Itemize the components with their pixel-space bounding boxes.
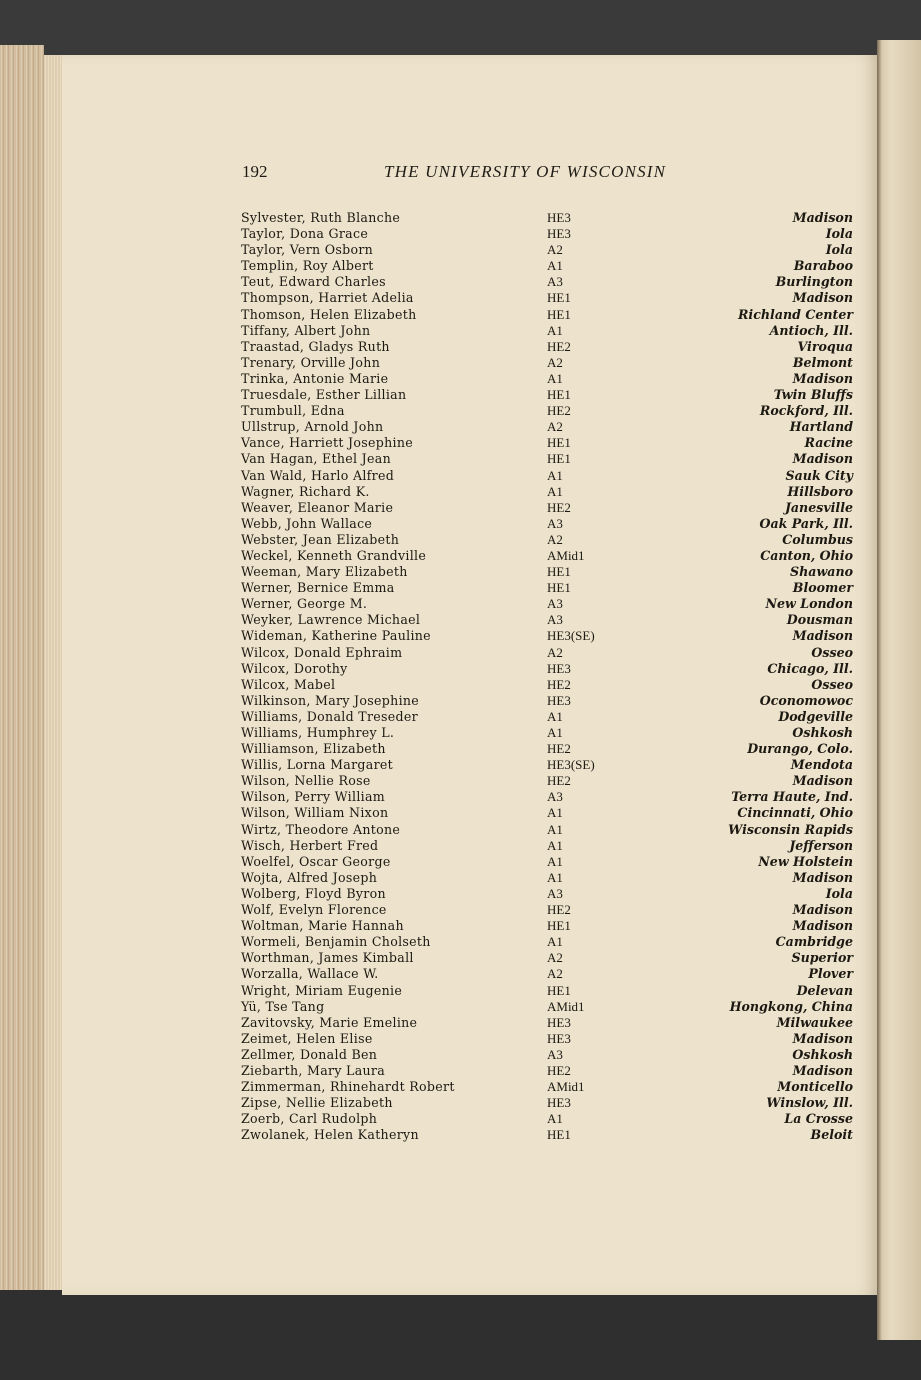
entry-class: HE3 [547, 226, 571, 242]
entry-name: Sylvester, Ruth Blanche [241, 210, 401, 225]
list-item [241, 387, 855, 403]
entry-name: Taylor, Dona Grace [241, 226, 369, 242]
entry-town: Oshkosh [792, 1046, 853, 1062]
list-item [241, 355, 855, 371]
list-item [241, 805, 855, 821]
entry-class: HE3 [547, 692, 571, 708]
list-item [241, 741, 855, 757]
entry-town: Madison [792, 1030, 853, 1046]
entry-class: HE1 [547, 564, 571, 580]
entry-name: Willis, Lorna Margaret [241, 757, 394, 773]
entry-town: La Crosse [784, 1111, 853, 1127]
entry-name: Trenary, Orville John [241, 354, 381, 370]
list-item [241, 1079, 855, 1095]
entry-town: Superior [791, 950, 853, 966]
entry-class: HE3 [547, 210, 571, 225]
entry-class: HE2 [547, 741, 571, 757]
entry-class: A3 [547, 789, 563, 805]
entry-name: Zimmerman, Rhinehardt Robert [241, 1079, 455, 1095]
entry-town: Cambridge [775, 934, 853, 950]
entry-name: Vance, Harriett Josephine [241, 435, 414, 451]
list-item [241, 612, 855, 628]
list-item [241, 950, 855, 966]
list-item [241, 773, 855, 789]
entry-town: Hartland [789, 419, 853, 435]
entry-town: Madison [792, 918, 853, 934]
entry-name: Wagner, Richard K. [241, 483, 370, 499]
entry-town: Columbus [782, 531, 853, 547]
list-item [241, 532, 855, 548]
entry-name: Teut, Edward Charles [241, 274, 386, 290]
entry-town: Beloit [810, 1127, 853, 1143]
entry-name: Webster, Jean Elizabeth [241, 531, 400, 547]
entry-name: Worthman, James Kimball [241, 950, 414, 966]
entry-name: Wilcox, Donald Ephraim [241, 644, 403, 660]
entry-class: HE2 [547, 403, 571, 419]
list-item [241, 870, 855, 886]
entry-class: HE1 [547, 435, 571, 451]
entry-class: HE1 [547, 982, 571, 998]
list-item [241, 274, 855, 290]
entry-name: Werner, Bernice Emma [241, 580, 395, 596]
list-item [241, 210, 855, 226]
entry-class: HE3(SE) [547, 628, 595, 644]
entry-class: AMid1 [547, 1079, 585, 1095]
entry-town: Osseo [811, 676, 853, 692]
entry-class: HE1 [547, 306, 571, 322]
entry-town: New London [765, 596, 853, 612]
entry-town: Madison [792, 370, 853, 386]
entry-name: Zipse, Nellie Elizabeth [241, 1095, 393, 1111]
entry-name: Williams, Donald Treseder [241, 708, 418, 724]
entry-town: Milwaukee [776, 1014, 853, 1030]
entry-town: Iola [825, 242, 853, 258]
list-item [241, 1127, 855, 1143]
list-item [241, 258, 855, 274]
list-item [241, 307, 855, 323]
entry-town: Bloomer [792, 580, 853, 596]
entry-class: A1 [547, 483, 563, 499]
entry-name: Truesdale, Esther Lillian [241, 387, 407, 403]
entry-town: Sauk City [785, 467, 853, 483]
list-item [241, 983, 855, 999]
entry-town: Osseo [811, 644, 853, 660]
entry-name: Wolf, Evelyn Florence [241, 902, 387, 918]
entry-name: Woltman, Marie Hannah [241, 918, 404, 934]
entry-class: A1 [547, 467, 563, 483]
list-item [241, 435, 855, 451]
entry-name: Wright, Miriam Eugenie [241, 982, 403, 998]
entry-town: Richland Center [737, 306, 853, 322]
entry-name: Weyker, Lawrence Michael [241, 612, 421, 628]
entry-name: Werner, George M. [241, 596, 368, 612]
list-item [241, 1031, 855, 1047]
entry-name: Zoerb, Carl Rudolph [241, 1111, 378, 1127]
entry-name: Ziebarth, Mary Laura [241, 1062, 386, 1078]
entry-town: Jefferson [789, 837, 853, 853]
running-head: THE UNIVERSITY OF WISCONSIN [384, 162, 667, 181]
entry-class: A3 [547, 612, 563, 628]
entry-name: Wormeli, Benjamin Cholseth [241, 934, 431, 950]
list-item [241, 661, 855, 677]
list-item [241, 371, 855, 387]
entry-class: A3 [547, 1046, 563, 1062]
entry-town: Iola [825, 885, 853, 901]
entry-town: Cincinnati, Ohio [737, 805, 853, 821]
list-item [241, 1047, 855, 1063]
entry-name: Thompson, Harriet Adelia [241, 290, 414, 306]
entry-town: Terra Haute, Ind. [731, 789, 853, 805]
entry-name: Trinka, Antonie Marie [241, 370, 389, 386]
entry-town: Plover [808, 966, 853, 982]
list-item [241, 838, 855, 854]
list-item [241, 1095, 855, 1111]
entry-class: A2 [547, 354, 563, 370]
entry-name: Zwolanek, Helen Katheryn [241, 1127, 419, 1143]
entry-town: Oak Park, Ill. [759, 515, 853, 531]
entry-name: Wideman, Katherine Pauline [241, 628, 431, 644]
list-item [241, 966, 855, 982]
entry-name: Wisch, Herbert Fred [241, 837, 379, 853]
entry-class: HE1 [547, 290, 571, 306]
entry-class: HE2 [547, 902, 571, 918]
list-item [241, 564, 855, 580]
entry-class: HE3 [547, 1095, 571, 1111]
list-item [241, 468, 855, 484]
entry-name: Webb, John Wallace [241, 515, 373, 531]
list-item [241, 242, 855, 258]
list-item [241, 226, 855, 242]
entry-class: HE2 [547, 338, 571, 354]
entry-name: Wilson, William Nixon [241, 805, 389, 821]
entry-class: HE1 [547, 918, 571, 934]
facing-page-edge [877, 40, 921, 1340]
entry-town: Mendota [790, 757, 853, 773]
entry-class: A3 [547, 596, 563, 612]
entry-town: Rockford, Ill. [759, 403, 853, 419]
entry-class: HE2 [547, 676, 571, 692]
entry-town: Chicago, Ill. [767, 660, 853, 676]
list-item [241, 725, 855, 741]
list-item [241, 693, 855, 709]
list-item [241, 548, 855, 564]
entry-name: Thomson, Helen Elizabeth [241, 306, 417, 322]
entry-class: HE1 [547, 451, 571, 467]
list-item [241, 677, 855, 693]
list-item [241, 886, 855, 902]
entry-class: HE1 [547, 1127, 571, 1143]
entry-town: Madison [792, 1062, 853, 1078]
entry-class: A1 [547, 322, 563, 338]
student-directory-list [241, 210, 855, 1143]
entry-town: Madison [792, 210, 853, 225]
entry-name: Wilson, Nellie Rose [241, 773, 371, 789]
entry-class: HE2 [547, 499, 571, 515]
entry-class: HE3 [547, 1030, 571, 1046]
list-item [241, 918, 855, 934]
entry-class: A3 [547, 515, 563, 531]
entry-town: Shawano [790, 564, 853, 580]
list-item [241, 934, 855, 950]
list-item [241, 789, 855, 805]
entry-name: Wolberg, Floyd Byron [241, 885, 386, 901]
list-item [241, 403, 855, 419]
entry-name: Van Hagan, Ethel Jean [241, 451, 392, 467]
entry-class: A1 [547, 370, 563, 386]
entry-class: A1 [547, 837, 563, 853]
entry-town: Janesville [784, 499, 853, 515]
entry-name: Yü, Tse Tang [241, 998, 325, 1014]
entry-class: A2 [547, 419, 563, 435]
entry-town: Madison [792, 628, 853, 644]
scan-background [0, 1290, 921, 1380]
entry-name: Wilcox, Dorothy [241, 660, 348, 676]
book-page-edges-inner [44, 55, 62, 1295]
list-item [241, 757, 855, 773]
entry-class: HE1 [547, 580, 571, 596]
entry-town: Viroqua [797, 338, 853, 354]
entry-town: New Holstein [758, 853, 853, 869]
entry-town: Oshkosh [792, 725, 853, 740]
entry-town: Dousman [786, 612, 853, 628]
entry-class: HE2 [547, 773, 571, 789]
page-header [242, 162, 712, 186]
entry-town: Racine [804, 435, 853, 451]
entry-town: Madison [792, 290, 853, 306]
list-item [241, 596, 855, 612]
entry-class: HE2 [547, 1062, 571, 1078]
entry-class: A2 [547, 950, 563, 966]
entry-town: Iola [825, 226, 853, 242]
entry-town: Oconomowoc [759, 692, 853, 708]
entry-class: A1 [547, 934, 563, 950]
entry-town: Belmont [792, 354, 853, 370]
entry-town: Antioch, Ill. [769, 322, 853, 338]
entry-class: A1 [547, 708, 563, 724]
entry-class: A1 [547, 821, 563, 837]
entry-name: Weeman, Mary Elizabeth [241, 564, 408, 580]
entry-class: A2 [547, 966, 563, 982]
list-item [241, 709, 855, 725]
entry-name: Zavitovsky, Marie Emeline [241, 1014, 418, 1030]
entry-name: Wojta, Alfred Joseph [241, 869, 378, 885]
list-item [241, 999, 855, 1015]
entry-name: Taylor, Vern Osborn [241, 242, 374, 258]
entry-town: Baraboo [793, 258, 853, 274]
list-item [241, 323, 855, 339]
entry-town: Hongkong, China [729, 998, 853, 1014]
entry-class: A2 [547, 242, 563, 258]
entry-name: Tiffany, Albert John [241, 322, 371, 338]
entry-class: A3 [547, 274, 563, 290]
entry-class: HE3 [547, 1014, 571, 1030]
entry-name: Van Wald, Harlo Alfred [241, 467, 395, 483]
entry-name: Trumbull, Edna [241, 403, 345, 419]
entry-town: Delevan [796, 982, 853, 998]
entry-town: Canton, Ohio [760, 547, 853, 563]
list-item [241, 854, 855, 870]
entry-class: A1 [547, 258, 563, 274]
book-page-edges [0, 45, 44, 1300]
entry-class: A2 [547, 644, 563, 660]
list-item [241, 516, 855, 532]
entry-town: Hillsboro [787, 483, 853, 499]
entry-class: A1 [547, 805, 563, 821]
list-item [241, 580, 855, 596]
entry-class: A3 [547, 885, 563, 901]
list-item [241, 1063, 855, 1079]
entry-name: Wilcox, Mabel [241, 676, 336, 692]
entry-class: HE3 [547, 660, 571, 676]
list-item [241, 645, 855, 661]
entry-town: Winslow, Ill. [766, 1095, 853, 1111]
entry-class: HE1 [547, 387, 571, 403]
list-item [241, 1111, 855, 1127]
entry-name: Templin, Roy Albert [241, 258, 374, 274]
list-item [241, 484, 855, 500]
entry-class: A2 [547, 531, 563, 547]
list-item [241, 290, 855, 306]
entry-name: Wilkinson, Mary Josephine [241, 692, 420, 708]
entry-name: Worzalla, Wallace W. [241, 966, 379, 982]
entry-name: Weaver, Eleanor Marie [241, 499, 394, 515]
list-item [241, 822, 855, 838]
entry-name: Zeimet, Helen Elise [241, 1030, 373, 1046]
entry-name: Wilson, Perry William [241, 789, 386, 805]
list-item [241, 902, 855, 918]
entry-class: A1 [547, 869, 563, 885]
entry-town: Monticello [777, 1079, 853, 1095]
entry-town: Durango, Colo. [747, 741, 853, 757]
entry-name: Zellmer, Donald Ben [241, 1046, 378, 1062]
entry-class: A1 [547, 853, 563, 869]
list-item [241, 628, 855, 644]
entry-class: A1 [547, 1111, 563, 1127]
page-number: 192 [242, 162, 268, 181]
entry-town: Madison [792, 451, 853, 467]
list-item [241, 500, 855, 516]
list-item [241, 451, 855, 467]
entry-town: Burlington [775, 274, 853, 290]
entry-town: Madison [792, 902, 853, 918]
entry-town: Twin Bluffs [773, 387, 853, 403]
entry-town: Dodgeville [778, 708, 853, 724]
entry-name: Wirtz, Theodore Antone [241, 821, 401, 837]
entry-class: AMid1 [547, 998, 585, 1014]
entry-name: Williamson, Elizabeth [241, 741, 386, 757]
entry-name: Traastad, Gladys Ruth [241, 338, 390, 354]
entry-name: Weckel, Kenneth Grandville [241, 547, 427, 563]
entry-town: Wisconsin Rapids [728, 821, 853, 837]
entry-class: A1 [547, 725, 563, 740]
entry-class: HE3(SE) [547, 757, 595, 773]
list-item [241, 1015, 855, 1031]
entry-name: Ullstrup, Arnold John [241, 419, 384, 435]
entry-town: Madison [792, 869, 853, 885]
entry-class: AMid1 [547, 547, 585, 563]
list-item [241, 339, 855, 355]
entry-name: Woelfel, Oscar George [241, 853, 391, 869]
entry-name: Williams, Humphrey L. [241, 725, 395, 740]
list-item [241, 419, 855, 435]
entry-town: Madison [792, 773, 853, 789]
